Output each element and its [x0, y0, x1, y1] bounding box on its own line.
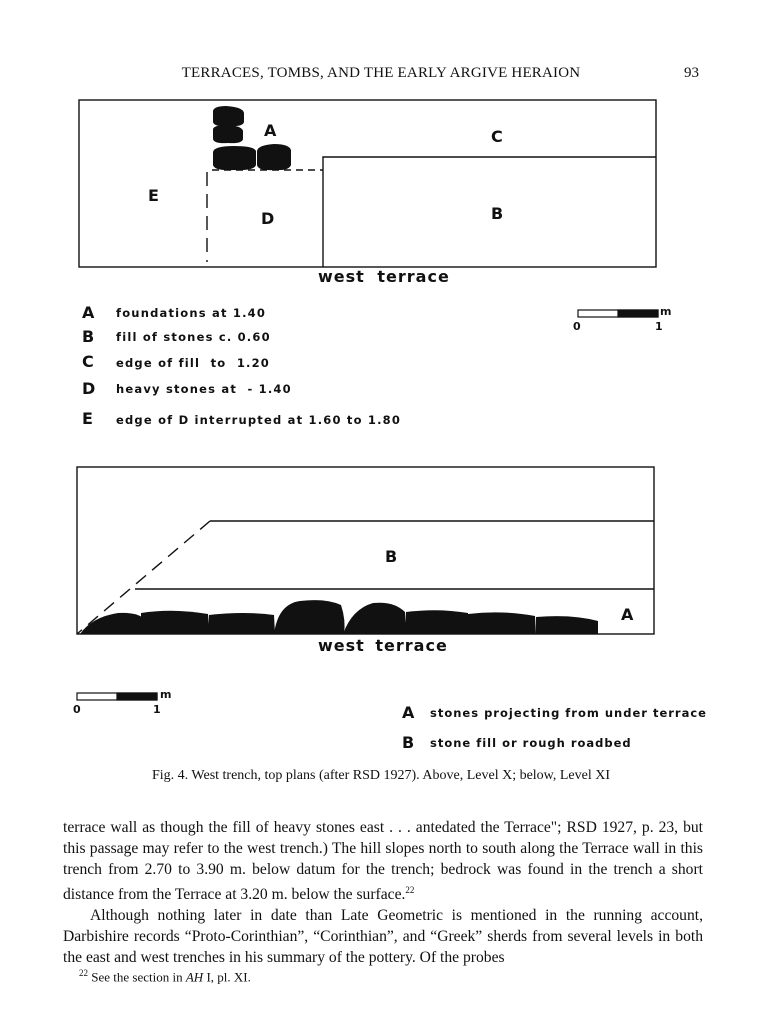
lower-plan-stones	[80, 600, 598, 634]
paragraph-1-text: terrace wall as though the fill of heavy stones east . . . antedated the Terrace"; RSD 1927, p. 23, but this passage may refer to the west trench.) The hill slopes north to south along the Terrace wall in this trench from 2.70 to 3.90 m. below datum for the trench; bedrock was found in the trench a short distance from the Terrace at 3.20 m. below the surface.	[63, 819, 703, 904]
stone	[141, 611, 210, 634]
figure-caption: Fig. 4. West trench, top plans (after RSD 1927). Above, Level X; below, Level XI	[151, 768, 611, 783]
lower-scale-end: 1	[153, 703, 161, 716]
legend-letter-d: D	[82, 379, 96, 398]
running-title: TERRACES, TOMBS, AND THE EARLY ARGIVE HERAION	[181, 65, 581, 81]
stone	[274, 600, 345, 634]
lower-label-b: B	[385, 547, 398, 566]
upper-label-e: E	[148, 186, 159, 205]
upper-plan	[79, 100, 656, 267]
upper-label-a: A	[264, 121, 277, 140]
upper-scale-bar	[578, 310, 658, 317]
stone	[468, 612, 536, 634]
stone	[536, 616, 598, 634]
lower-scale-start: 0	[73, 703, 81, 716]
legend-letter-e: E	[82, 409, 93, 428]
stone	[213, 125, 243, 143]
stone	[213, 146, 256, 170]
upper-label-d: D	[261, 209, 275, 228]
legend-letter-a: A	[82, 303, 95, 322]
lower-label-a: A	[621, 605, 634, 624]
page-number: 93	[684, 65, 699, 81]
lower-legend-text-b: stone fill or rough roadbed	[430, 736, 632, 750]
footnote-ref: AH	[185, 969, 204, 985]
footnote-text-after: I, pl. XI.	[203, 969, 251, 985]
stone	[209, 613, 275, 634]
legend-letter-b: B	[82, 327, 95, 346]
paragraph-2: Although nothing later in date than Late Geometric is mentioned in the running account, Darbishire records “Proto-Corinthian”, “Corinthian”, and “Greek” sherds from several levels in both the east and west trenches in his summary of the pottery. Of the probes	[63, 907, 703, 967]
paragraph-1	[63, 817, 703, 905]
footnote-22	[79, 968, 251, 985]
body-text	[63, 817, 703, 968]
edge-of-fill-line	[323, 157, 656, 267]
legend-letter-c: C	[82, 352, 94, 371]
lower-scale-unit: m	[160, 688, 172, 701]
lower-legend-letter-b: B	[402, 733, 415, 752]
upper-scale-end: 1	[655, 320, 663, 333]
upper-scale-start: 0	[573, 320, 581, 333]
upper-label-b: B	[491, 204, 504, 223]
upper-plan-frame	[79, 100, 656, 267]
stone	[406, 610, 469, 634]
legend-text-e: edge of D interrupted at 1.60 to 1.80	[116, 413, 402, 427]
legend-text-b: fill of stones c. 0.60	[116, 330, 271, 344]
footnote-ref-22[interactable]: 22	[405, 885, 415, 895]
upper-scale-unit: m	[660, 305, 672, 318]
lower-legend-text-a: stones projecting from under terrace	[430, 706, 707, 720]
legend-text-c: edge of fill to 1.20	[116, 356, 270, 370]
legend-text-d: heavy stones at - 1.40	[116, 382, 292, 396]
legend-text-a: foundations at 1.40	[116, 306, 267, 320]
stone	[257, 144, 291, 170]
lower-terrace-label: west terrace	[318, 636, 448, 655]
footnote-number: 22	[79, 968, 88, 978]
lower-scale-bar	[77, 693, 157, 700]
upper-plan-stones	[213, 106, 291, 170]
upper-terrace-label: west terrace	[318, 267, 450, 286]
stone	[343, 603, 407, 634]
upper-label-c: C	[491, 127, 503, 146]
footnote-text-before: See the section in	[91, 969, 186, 985]
stone	[213, 106, 244, 126]
lower-legend-letter-a: A	[402, 703, 415, 722]
